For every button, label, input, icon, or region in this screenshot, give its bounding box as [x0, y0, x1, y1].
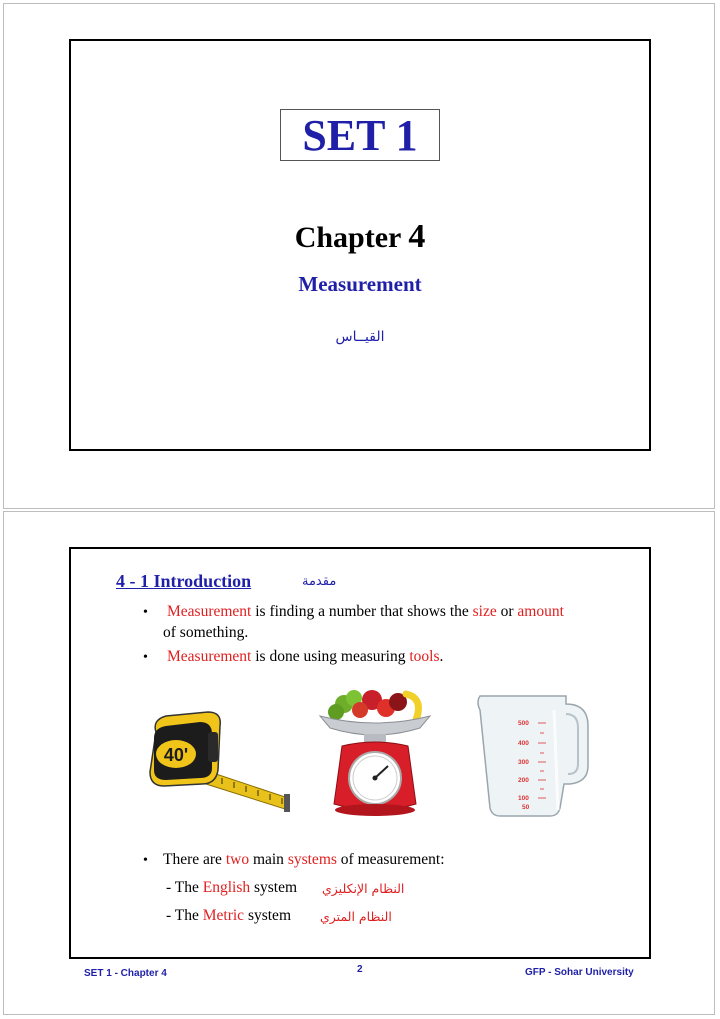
bullet-1-line-1	[167, 603, 564, 621]
footer-right: GFP - Sohar University	[525, 967, 634, 978]
metric-prefix: - The	[166, 907, 203, 924]
cup-mark-100: 100	[518, 795, 529, 802]
cup-mark-400: 400	[518, 740, 529, 747]
section-heading-arabic: مقدمة	[302, 574, 337, 589]
bullet-1-text-or: or	[496, 603, 518, 620]
bullet-1-line-2: of something.	[163, 624, 249, 641]
keyword-systems: systems	[287, 851, 337, 868]
bullet-2-line	[167, 648, 443, 666]
bullet-dot-1: •	[143, 605, 148, 620]
keyword-two: two	[225, 851, 250, 868]
footer-page-number: 2	[357, 964, 363, 975]
chapter-title	[0, 218, 720, 256]
chapter-number: 4	[408, 218, 426, 255]
cup-mark-300: 300	[518, 759, 529, 766]
section-heading: 4 - 1 Introduction	[116, 571, 252, 591]
bullet-2-text: is done using measuring	[251, 648, 410, 665]
set-title-box	[280, 109, 440, 161]
chapter-subtitle: Measurement	[298, 272, 422, 296]
metric-system-arabic: النظام المتري	[320, 909, 392, 924]
kitchen-scale-image	[312, 686, 438, 822]
bullet-2-period: .	[439, 648, 444, 665]
keyword-size: size	[472, 603, 497, 620]
tape-label: 40'	[163, 745, 189, 765]
term-measurement: Measurement	[167, 603, 252, 620]
cup-mark-500: 500	[518, 720, 529, 727]
english-suffix: system	[250, 879, 298, 896]
bullet-dot-3: •	[143, 853, 148, 868]
bullet-dot-2: •	[143, 650, 148, 665]
measuring-cup-image	[474, 690, 594, 820]
cup-mark-50: 50	[522, 804, 530, 811]
metric-system-line	[166, 907, 291, 925]
metric-suffix: system	[244, 907, 291, 924]
term-measurement-2: Measurement	[167, 648, 252, 665]
cup-mark-200: 200	[518, 777, 529, 784]
keyword-metric: Metric	[202, 907, 245, 924]
keyword-english: English	[202, 879, 251, 896]
bullet-3-line	[163, 851, 445, 869]
chapter-word: Chapter	[294, 221, 401, 254]
footer-left: SET 1 - Chapter 4	[84, 968, 167, 979]
english-system-line	[166, 879, 297, 897]
bullet-3-text-end: of measurement:	[336, 851, 445, 868]
set-title: SET 1	[302, 110, 418, 160]
chapter-arabic-subtitle: القيــاس	[335, 329, 385, 345]
english-system-arabic: النظام الإنكليزي	[322, 881, 405, 896]
english-prefix: - The	[166, 879, 203, 896]
tape-measure-image	[142, 710, 294, 818]
bullet-1-text: is finding a number that shows the	[251, 603, 473, 620]
keyword-amount: amount	[517, 603, 564, 620]
bullet-3-text: There are	[163, 851, 226, 868]
keyword-tools: tools	[409, 648, 440, 665]
bullet-3-text-main: main	[249, 851, 288, 868]
